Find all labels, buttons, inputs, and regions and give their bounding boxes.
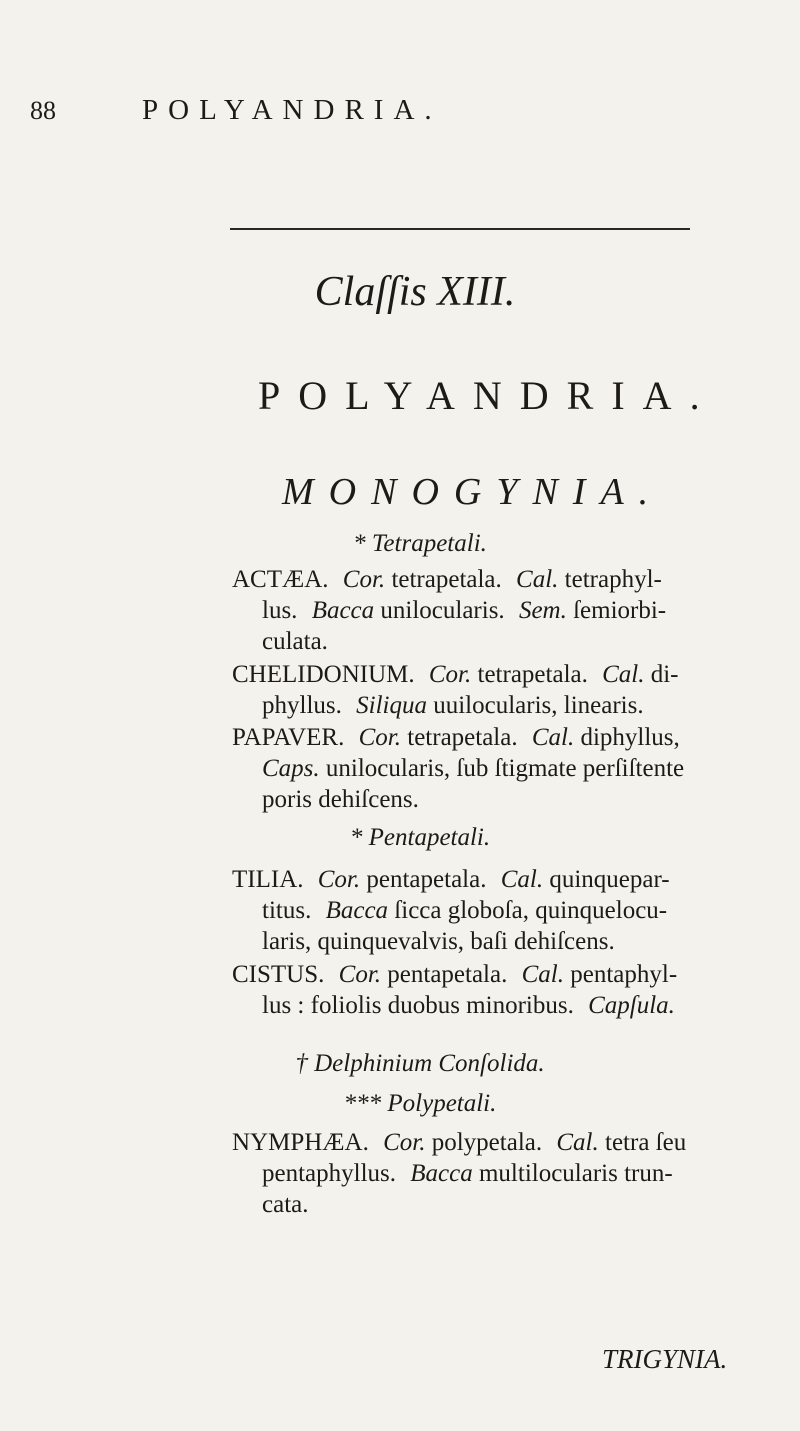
cor-text: tetrapetala. [391,566,502,593]
section-tetrapetali: * Tetrapetali. [353,530,487,557]
fruit-text: ſicca globoſa, quinquelocu- [394,897,668,924]
cal-label: Cal. [500,866,544,893]
entry-actaea [232,564,740,657]
cal-label: Cal. [521,961,564,988]
fruit-label: Caps. [262,755,320,782]
cal-text-cont: lus : foliolis duobus minoribus. [262,992,574,1019]
fruit-label: Bacca [410,1160,473,1187]
cal-text-cont: titus. [262,897,312,924]
cal-label: Cal. [602,661,645,688]
genus-name: TILIA. [232,866,304,893]
order-title: POLYANDRIA. [258,373,718,418]
fruit-text-cont: poris dehiſcens. [262,786,419,813]
sem-text-cont: culata. [262,628,328,655]
cal-label: Cal. [531,724,575,751]
fruit-text-cont: laris, quinquevalvis, baſi dehiſcens. [262,928,615,955]
section-polypetali: *** Polypetali. [343,1090,497,1117]
cor-label: Cor. [342,566,386,593]
cor-label: Cor. [383,1129,426,1156]
fruit-label: Siliqua [356,692,427,719]
section-pentapetali: * Pentapetali. [349,824,491,851]
section-delphinium: † Delphinium Conſolida. [295,1050,545,1077]
cor-text: pentapetala. [387,961,508,988]
sem-label: Sem. [518,597,567,624]
fruit-text: unilocularis, ſub ſtigmate perſiſtente [325,755,685,782]
cor-label: Cor. [338,961,382,988]
cor-label: Cor. [428,661,472,688]
cal-text: tetraphyl- [564,566,662,593]
entry-tilia [232,864,740,957]
cal-label: Cal. [556,1129,599,1156]
entry-papaver [232,722,740,815]
fruit-text: uuilocularis, linearis. [433,692,644,719]
genus-name: CISTUS. [232,961,325,988]
cor-label: Cor. [358,724,401,751]
cal-text-cont: pentaphyllus. [262,1160,397,1187]
cor-text: pentapetala. [366,866,487,893]
fruit-label: Bacca [325,897,389,924]
entry-cistus [232,959,740,1021]
cor-label: Cor. [317,866,361,893]
fruit-label: Capſula. [588,992,675,1019]
class-title: Claſſis XIII. [314,269,516,315]
fruit-text: multilocularis trun- [478,1160,673,1187]
cal-label: Cal. [516,566,559,593]
fruit-text: unilocularis. [380,597,505,624]
genus-name: PAPAVER. [232,724,345,751]
sem-text: ſemiorbi- [573,597,667,624]
cal-text: pentaphyl- [570,961,678,988]
running-head: POLYANDRIA. [142,94,442,126]
header-rule [230,228,690,230]
genus-name: CHELIDONIUM. [232,661,415,688]
genus-name: ACTÆA. [232,566,329,593]
fruit-text-cont: cata. [262,1191,309,1218]
cor-text: polypetala. [431,1129,543,1156]
cal-text: quinquepar- [549,866,670,893]
catchword: TRIGYNIA. [602,1344,728,1374]
entry-nymphaea [232,1127,740,1220]
entry-chelidonium [232,659,740,721]
cal-text-cont: phyllus. [262,692,342,719]
subclass-title: MONOGYNIA. [282,471,664,513]
cal-text: di- [650,661,679,688]
page-number: 88 [30,96,56,125]
cal-text: diphyllus, [580,724,680,751]
cor-text: tetrapetala. [477,661,588,688]
cal-text-cont: lus. [262,597,298,624]
fruit-label: Bacca [311,597,375,624]
cal-text: tetra ſeu [605,1129,687,1156]
genus-name: NYMPHÆA. [232,1129,369,1156]
cor-text: tetrapetala. [407,724,518,751]
